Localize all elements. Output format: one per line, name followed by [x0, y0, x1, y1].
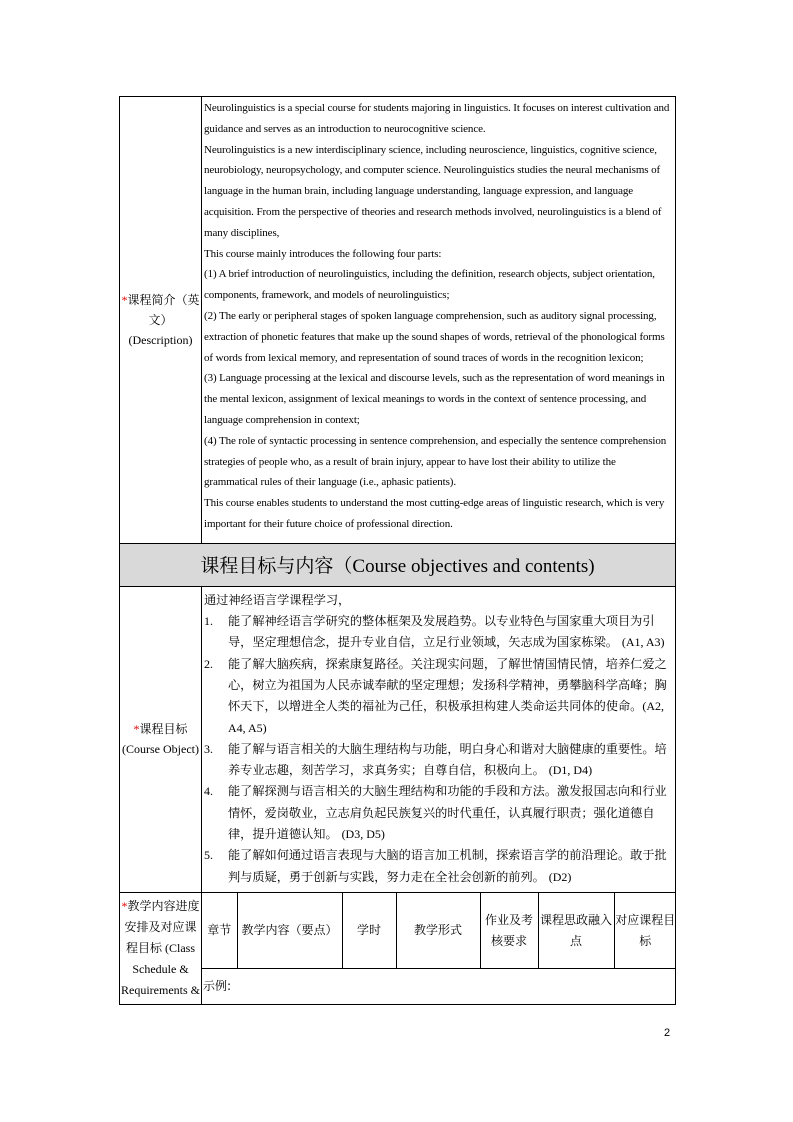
section-heading-cn: 课程目标与内容 [200, 555, 334, 578]
objectives-label-en: (Course Object) [122, 742, 199, 757]
required-asterisk: * [133, 722, 140, 737]
objectives-label-cell [120, 586, 202, 892]
header-ideology: 课程思政融入点 [538, 893, 614, 969]
objective-number: 1. [204, 614, 213, 629]
required-asterisk: * [121, 292, 128, 307]
header-hours: 学时 [342, 893, 396, 969]
description-paragraph: This course enables students to understand the most cutting-edge areas of linguistic research, which is very important for their future choice of professional direction. [204, 497, 665, 530]
section-heading [120, 543, 676, 586]
objective-tag: (A1, A3) [621, 635, 665, 650]
description-paragraph: (2) The early or peripheral stages of spoken language comprehension, such as auditory signal processing, extraction of phonetic features that make up the sound shapes of words, retrieval of the phonological forms of words from lexical memory, and representation of sound traces of words in the recognition lexicon; [204, 309, 665, 364]
schedule-example-row [202, 969, 676, 1003]
objective-number: 3. [204, 741, 213, 756]
schedule-row [120, 892, 676, 1004]
description-row [120, 97, 676, 544]
description-paragraph: This course mainly introduces the following four parts: [204, 247, 442, 260]
schedule-label-line: 程目标 (Class [125, 940, 195, 955]
objective-tag: (D2) [548, 869, 572, 884]
objectives-label-cn: 课程目标 [139, 722, 188, 737]
objectives-list [204, 611, 673, 888]
objective-tag: (D3, D5) [341, 827, 385, 841]
objective-item [204, 781, 673, 845]
description-paragraph: (1) A brief introduction of neurolinguistics, including the definition, research objects, subject orientation, components, framework, and models of neurolinguistics; [204, 268, 655, 302]
objective-number: 4. [204, 784, 213, 799]
header-form: 教学形式 [396, 893, 480, 969]
objective-text: 能了解如何通过语言表现与大脑的语言加工机制，探索语言学的前沿理论。敢于批判与质疑，勇于创新与实践，努力走在全社会创新的前列。 [228, 848, 667, 884]
objective-item [204, 654, 673, 739]
description-label-cn: 课程简介（英文） [127, 292, 200, 327]
schedule-label-line: 教学内容进度 [127, 898, 200, 913]
description-paragraph: (4) The role of syntactic processing in sentence comprehension, and especially the sentence comprehension strategies of people who, as a result of brain injury, appear to have lost their ability to utilize the grammatical rules of their language (i.e., aphasic patients). [204, 434, 667, 489]
schedule-label-cell [120, 892, 202, 1004]
objective-number: 5. [204, 848, 213, 863]
objectives-intro: 通过神经语言学课程学习， [204, 592, 351, 607]
example-label: 示例: [202, 969, 676, 1003]
schedule-table [202, 893, 676, 1003]
description-content [202, 97, 676, 544]
objective-text: 能了解与语言相关的大脑生理结构与功能，明白身心和谐对大脑健康的重要性。培养专业志趣，刻苦学习，求真务实；自尊自信，积极向上。 [228, 741, 667, 778]
objective-text: 能了解探测与语言相关的大脑生理结构和功能的手段和方法。激发报国志向和行业情怀，爱岗敬业，立志肩负起民族复兴的时代重任，认真履行职责；强化道德自律，提升道德认知。 [228, 784, 667, 841]
objectives-row [120, 586, 676, 892]
section-heading-row [120, 543, 676, 586]
required-asterisk: * [121, 898, 128, 913]
schedule-label-line: Requirements & [121, 982, 200, 997]
schedule-label-line: Schedule & [132, 961, 189, 976]
objectives-content [202, 586, 676, 892]
schedule-content [202, 892, 676, 1004]
course-info-table [119, 96, 676, 1005]
header-assessment: 作业及考核要求 [480, 893, 538, 969]
description-paragraph: (3) Language processing at the lexical and discourse levels, such as the representation of word meanings in the mental lexicon, assignment of lexical meanings to words in the context of sentence processing, and language comprehension in context; [204, 372, 665, 426]
objective-item [204, 611, 673, 654]
description-label-en: (Description) [128, 332, 193, 347]
description-paragraph: Neurolinguistics is a special course for students majoring in linguistics. It focuses on interest cultivation and guidance and serves as an introduction to neurocognitive science. [204, 102, 670, 135]
description-label-cell [120, 97, 202, 544]
header-content: 教学内容（要点） [237, 893, 342, 969]
objective-text: 能了解神经语言学研究的整体框架及发展趋势。以专业特色与国家重大项目为引导，坚定理想信念，提升专业自信，立足行业领域，矢志成为国家栋梁。 [228, 614, 655, 650]
objective-item [204, 845, 673, 888]
objective-number: 2. [204, 656, 213, 671]
header-chapter: 章节 [202, 893, 237, 969]
objective-item [204, 739, 673, 782]
schedule-header-row [202, 893, 676, 969]
objective-text: 能了解大脑疾病，探索康复路径。关注现实问题，了解世情国情民情，培养仁爱之心，树立为祖国为人民赤诚奉献的坚定理想；发扬科学精神，勇攀脑科学高峰；胸怀天下，以增进全人类的福祉为己任，积极承担构建人类命运共同体的使命。 [228, 656, 667, 714]
header-objective: 对应课程目标 [614, 893, 676, 969]
section-heading-en: （Course objectives and contents) [333, 556, 595, 578]
objective-tag: (D1, D4) [548, 763, 593, 778]
description-paragraph: Neurolinguistics is a new interdisciplinary science, including neuroscience, linguistics, cognitive science, neurobiology, neuropsychology, and computer science. Neurolinguistics studies the neural mechanisms of language in the human brain, including language understanding, language expression, and language acquisition. From the perspective of theories and research methods involved, neurolinguistics is a blend of many disciplines, [204, 143, 662, 239]
objective-tag: (A2, A4, A5) [228, 699, 665, 735]
schedule-label-line: 安排及对应课 [124, 919, 197, 934]
page-number: 2 [664, 1027, 671, 1039]
